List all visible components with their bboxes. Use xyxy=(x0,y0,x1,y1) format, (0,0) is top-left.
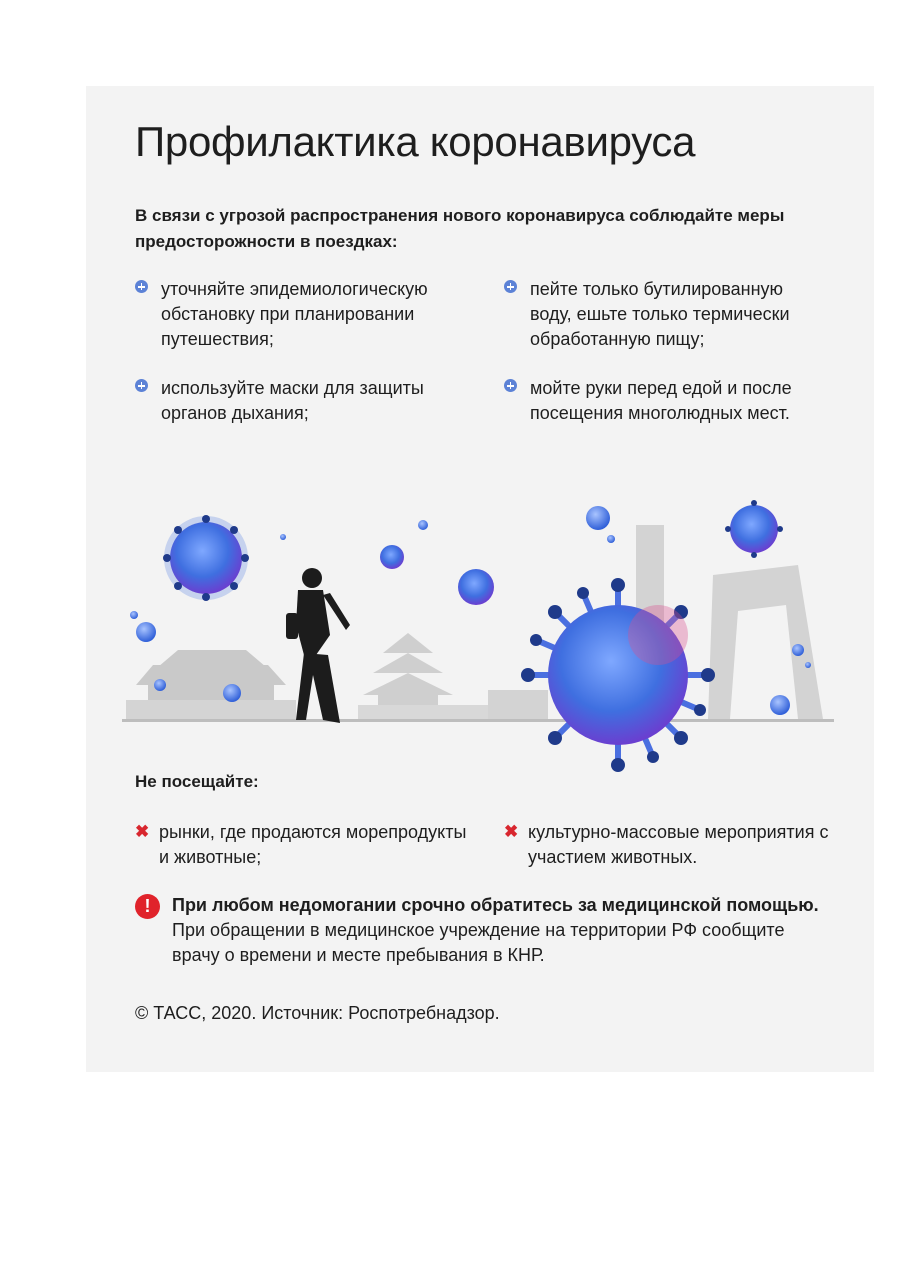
do-item-1 xyxy=(135,277,475,352)
dont-item-text: культурно-массовые мероприятия с участием животных. xyxy=(528,822,829,867)
intro-text: В связи с угрозой распространения нового коронавируса соблюдайте меры предосторожности в поездках: xyxy=(135,206,785,251)
dont-visit-heading: Не посещайте: xyxy=(135,772,259,791)
large-virus-icon xyxy=(521,578,715,772)
dont-item-2 xyxy=(504,820,844,870)
page-title: Профилактика коронавируса xyxy=(135,118,696,165)
do-item-text: используйте маски для защиты органов дыхания; xyxy=(161,378,424,423)
virus-icon xyxy=(380,545,404,569)
do-item-4 xyxy=(504,376,824,426)
do-item-3 xyxy=(135,376,475,426)
do-item-text: уточняйте эпидемиологическую обстановку при планировании путешествия; xyxy=(161,279,428,349)
dont-item-1 xyxy=(135,820,475,870)
do-item-text: пейте только бутилированную воду, ешьте только термически обработанную пищу; xyxy=(530,279,790,349)
dont-item-text: рынки, где продаются морепродукты и животные; xyxy=(159,822,467,867)
cross-icon: ✖ xyxy=(135,822,150,841)
ground-line xyxy=(122,719,834,722)
plus-circle-icon xyxy=(135,280,148,293)
coronavirus-illustration xyxy=(118,495,838,785)
temple-silhouette xyxy=(358,633,488,719)
do-item-text: мойте руки перед едой и после посещения многолюдных мест. xyxy=(530,378,792,423)
palace-silhouette xyxy=(126,650,296,719)
warning-text: При обращении в медицинское учреждение на территории РФ сообщите врачу о времени и месте пребывания в КНР. xyxy=(172,920,785,965)
plus-circle-icon xyxy=(504,379,517,392)
plus-circle-icon xyxy=(504,280,517,293)
virus-icon xyxy=(725,500,783,558)
virus-icon xyxy=(163,515,249,601)
medical-warning xyxy=(135,893,835,968)
plus-circle-icon xyxy=(135,379,148,392)
cross-icon: ✖ xyxy=(504,822,519,841)
warning-bold-text: При любом недомогании срочно обратитесь за медицинской помощью. xyxy=(172,895,819,915)
exclamation-icon: ! xyxy=(135,894,160,919)
walking-person-figure xyxy=(286,568,350,723)
do-item-2 xyxy=(504,277,824,352)
virus-icon xyxy=(458,569,494,605)
source-credit: © ТАСС, 2020. Источник: Роспотребнадзор. xyxy=(135,1003,500,1023)
